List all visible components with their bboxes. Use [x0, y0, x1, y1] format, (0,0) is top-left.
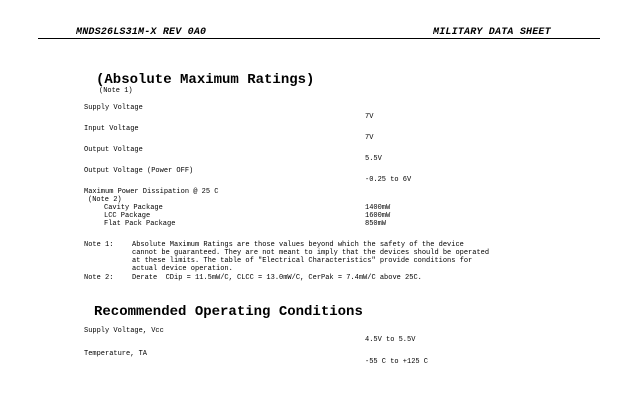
supply-voltage-value: 7V: [365, 113, 374, 121]
rec-op-title: Recommended Operating Conditions: [94, 304, 363, 320]
power-dissipation-note: (Note 2): [88, 196, 122, 204]
flat-pack-value: 850mW: [365, 220, 387, 228]
power-dissipation-label: Maximum Power Dissipation @ 25 C: [84, 188, 219, 196]
input-voltage-label: Input Voltage: [84, 125, 139, 133]
temperature-value: -55 C to +125 C: [365, 358, 429, 366]
output-voltage-label: Output Voltage: [84, 146, 143, 154]
abs-max-title: (Absolute Maximum Ratings): [96, 72, 315, 88]
doc-header-left: MNDS26LS31M-X REV 0A0: [76, 27, 207, 38]
output-voltage-off-value: -0.25 to 6V: [365, 176, 412, 184]
cavity-package-value: 1400mW: [365, 204, 391, 212]
lcc-package-value: 1600mW: [365, 212, 391, 220]
supply-voltage-label: Supply Voltage: [84, 104, 143, 112]
note1-line-2: cannot be guaranteed. They are not meant to imply that the devices should be operated: [132, 249, 490, 257]
cavity-package-label: Cavity Package: [104, 204, 163, 212]
input-voltage-value: 7V: [365, 134, 374, 142]
output-voltage-off-label: Output Voltage (Power OFF): [84, 167, 194, 175]
note2-text: Derate CDip = 11.5mW/C, CLCC = 13.0mW/C, CerPak = 7.4mW/C above 25C.: [132, 274, 422, 282]
vcc-label: Supply Voltage, Vcc: [84, 327, 164, 335]
note1-label: Note 1:: [84, 241, 114, 249]
flat-pack-label: Flat Pack Package: [104, 220, 176, 228]
output-voltage-value: 5.5V: [365, 155, 382, 163]
vcc-value: 4.5V to 5.5V: [365, 336, 416, 344]
note1-line-3: at these limits. The table of "Electrical Characteristics" provide conditions for: [132, 257, 473, 265]
temperature-label: Temperature, TA: [84, 350, 148, 358]
lcc-package-label: LCC Package: [104, 212, 151, 220]
header-rule: [38, 38, 600, 39]
note1-line-4: actual device operation.: [132, 265, 233, 273]
abs-max-note-ref: (Note 1): [99, 87, 133, 95]
note1-line-1: Absolute Maximum Ratings are those values beyond which the safety of the device: [132, 241, 464, 249]
doc-header-right: MILITARY DATA SHEET: [433, 27, 551, 38]
note2-label: Note 2:: [84, 274, 114, 282]
